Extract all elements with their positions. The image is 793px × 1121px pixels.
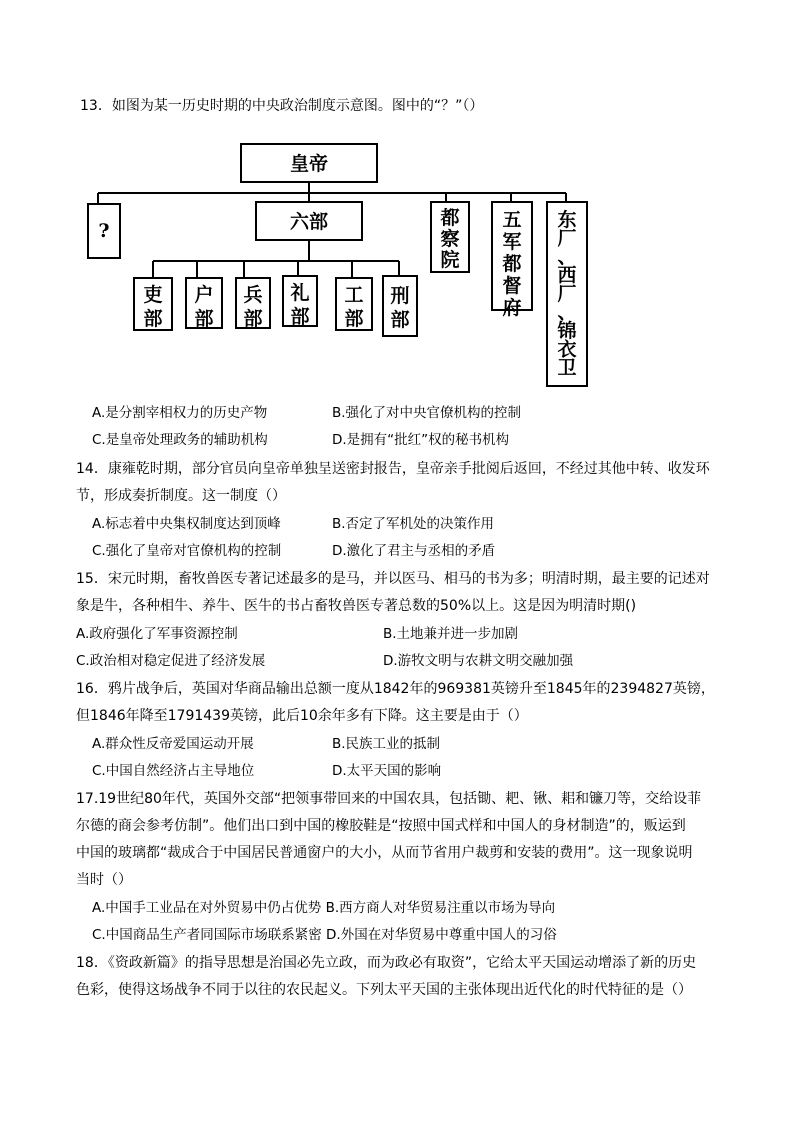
q17-stem-line3: 中国的玻璃都“裁成合于中国居民普通窗户的大小，从而节省用户裁剪和安装的费用”。这一现象说明 xyxy=(76,845,693,861)
six-ministries-label: 六部 xyxy=(289,211,329,233)
q13-option-b[interactable]: B.强化了对中央官僚机构的控制 xyxy=(332,405,522,421)
q15-stem-line2: 象是牛，各种相牛、养牛、医牛的书占畜牧兽医专著总数的50%以上。这是因为明清时期() xyxy=(76,598,637,614)
q15-stem-line1: 15．宋元时期，畜牧兽医专著记述最多的是马，并以医马、相马的书为多；明清时期，最主要的记述对 xyxy=(76,571,710,587)
central-political-system-diagram xyxy=(80,138,600,398)
q16-stem-line1: 16．鸦片战争后，英国对华商品输出总额一度从1842年的969381英镑升至1845年的2394827英镑， xyxy=(76,681,715,697)
q13-stem: 13．如图为某一历史时期的中央政治制度示意图。图中的“？”（） xyxy=(80,98,484,114)
q16-option-a[interactable]: A.群众性反帝爱国运动开展 xyxy=(92,736,254,752)
q16-stem-line2: 但1846年降至1791439英镑，此后10余年多有下降。这主要是由于（） xyxy=(76,708,528,724)
q17-stem-line1: 17.19世纪80年代，英国外交部“把领事带回来的中国农具，包括锄、耙、锹、耜和镰刀等，交给设菲 xyxy=(76,791,702,807)
q15-option-d[interactable]: D.游牧文明与农耕文明交融加强 xyxy=(383,653,574,669)
q14-stem-line2: 节，形成奏折制度。这一制度（） xyxy=(76,488,286,504)
q17-stem-line4: 当时（） xyxy=(76,872,132,888)
q14-option-a[interactable]: A.标志着中央集权制度达到顶峰 xyxy=(92,516,281,532)
dongchang-label: 东厂、西厂、锦衣卫 xyxy=(557,209,577,379)
q16-option-c[interactable]: C.中国自然经济占主导地位 xyxy=(92,763,255,779)
ministry-label-xing: 刑部 xyxy=(390,285,410,331)
q14-stem-line1: 14．康雍乾时期，部分官员向皇帝单独呈送密封报告，皇帝亲手批阅后返回，不经过其他中转、收发环 xyxy=(76,461,710,477)
q16-option-d[interactable]: D.太平天国的影响 xyxy=(332,763,442,779)
q17-option-ab[interactable]: A.中国手工业品在对外贸易中仍占优势 B.西方商人对华贸易注重以市场为导向 xyxy=(92,900,556,916)
q15-option-a[interactable]: A.政府强化了军事资源控制 xyxy=(76,626,238,642)
ministry-label-gong: 工部 xyxy=(344,284,364,330)
q13-option-c[interactable]: C.是皇帝处理政务的辅助机构 xyxy=(92,432,268,448)
q14-option-c[interactable]: C.强化了皇帝对官僚机构的控制 xyxy=(92,543,282,559)
q14-option-b[interactable]: B.否定了军机处的决策作用 xyxy=(332,516,495,532)
q18-stem-line1: 18．《资政新篇》的指导思想是治国必先立政，而为政必有取资”，它给太平天国运动增添了新的历史 xyxy=(76,955,697,971)
q13-option-a[interactable]: A.是分割宰相权力的历史产物 xyxy=(92,405,268,421)
ministry-label-hu: 户部 xyxy=(194,284,214,330)
ministry-label-bing: 兵部 xyxy=(243,284,263,330)
q14-option-d[interactable]: D.激化了君主与丞相的矛盾 xyxy=(332,543,496,559)
emperor-label: 皇帝 xyxy=(289,153,329,175)
q17-option-cd[interactable]: C.中国商品生产者同国际市场联系紧密 D.外国在对华贸易中尊重中国人的习俗 xyxy=(92,927,557,943)
ministry-label-lii: 礼部 xyxy=(290,282,310,328)
q17-stem-line2: 尔德的商会参考仿制”。他们出口到中国的橡胶鞋是“按照中国式样和中国人的身材制造”的，贩运到 xyxy=(76,818,686,834)
q18-stem-line2: 色彩，使得这场战争不同于以往的农民起义。下列太平天国的主张体现出近代化的时代特征的是（） xyxy=(76,982,692,998)
unknown-label: ? xyxy=(98,220,110,242)
q13-option-d[interactable]: D.是拥有“批红”权的秘书机构 xyxy=(332,432,510,448)
ministry-label-li: 吏部 xyxy=(143,284,163,330)
wujun-label: 五军都督府 xyxy=(502,209,522,319)
q15-option-c[interactable]: C.政治相对稳定促进了经济发展 xyxy=(76,653,266,669)
duchayuan-label: 都察院 xyxy=(440,207,460,271)
q16-option-b[interactable]: B.民族工业的抵制 xyxy=(332,736,441,752)
q15-option-b[interactable]: B.土地兼并进一步加剧 xyxy=(383,626,519,642)
